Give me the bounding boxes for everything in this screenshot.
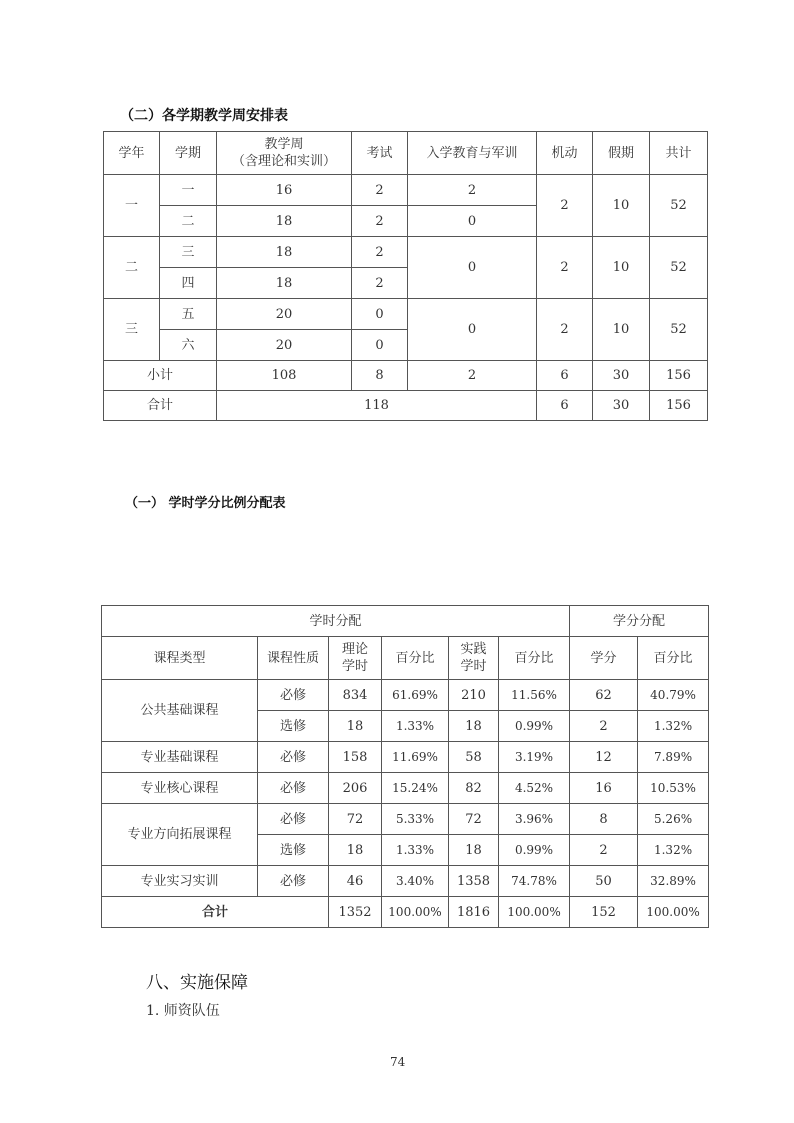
credits-cell: 2 xyxy=(570,835,638,866)
table-row xyxy=(104,175,708,206)
nature-cell: 必修 xyxy=(258,866,329,897)
practice-cell: 18 xyxy=(449,711,499,742)
combined-weeks-cell: 118 xyxy=(217,391,537,421)
theory-cell: 206 xyxy=(329,773,382,804)
table-header-row xyxy=(104,132,708,175)
subtotal-label: 小计 xyxy=(104,361,217,391)
theory-cell: 1352 xyxy=(329,897,382,928)
total-cell: 52 xyxy=(650,175,708,237)
term-cell: 五 xyxy=(160,299,217,330)
exam-cell: 8 xyxy=(352,361,408,391)
table-row xyxy=(102,773,709,804)
total-row xyxy=(102,897,709,928)
teaching-weeks-cell: 20 xyxy=(217,299,352,330)
flexible-cell: 2 xyxy=(537,237,593,299)
credits-pct-cell: 1.32% xyxy=(638,711,709,742)
nature-cell: 必修 xyxy=(258,804,329,835)
grand-total-label: 合计 xyxy=(104,391,217,421)
table-row xyxy=(102,866,709,897)
credits-cell: 8 xyxy=(570,804,638,835)
exam-cell: 0 xyxy=(352,299,408,330)
header-teaching-weeks: 教学周 （含理论和实训） xyxy=(217,132,352,175)
header-course-nature: 课程性质 xyxy=(258,637,329,680)
nature-cell: 必修 xyxy=(258,680,329,711)
exam-cell: 2 xyxy=(352,206,408,237)
orientation-cell: 2 xyxy=(408,175,537,206)
nature-cell: 必修 xyxy=(258,742,329,773)
table2-title: （一） 学时学分比例分配表 xyxy=(125,496,286,511)
group-header-row xyxy=(102,606,709,637)
page-number: 74 xyxy=(390,1055,406,1069)
flexible-cell: 6 xyxy=(537,391,593,421)
subtotal-row xyxy=(104,361,708,391)
practice-cell: 1358 xyxy=(449,866,499,897)
year-cell: 三 xyxy=(104,299,160,361)
practice-pct-cell: 74.78% xyxy=(499,866,570,897)
theory-pct-cell: 1.33% xyxy=(382,711,449,742)
header-total: 共计 xyxy=(650,132,708,175)
credits-cell: 16 xyxy=(570,773,638,804)
practice-cell: 18 xyxy=(449,835,499,866)
credits-cell: 152 xyxy=(570,897,638,928)
header-credits: 学分 xyxy=(570,637,638,680)
credits-pct-cell: 1.32% xyxy=(638,835,709,866)
nature-cell: 必修 xyxy=(258,773,329,804)
theory-cell: 72 xyxy=(329,804,382,835)
hours-group-header: 学时分配 xyxy=(102,606,570,637)
practice-cell: 1816 xyxy=(449,897,499,928)
practice-cell: 72 xyxy=(449,804,499,835)
orientation-cell: 0 xyxy=(408,299,537,361)
holiday-cell: 10 xyxy=(593,237,650,299)
header-orientation: 入学教育与军训 xyxy=(408,132,537,175)
practice-pct-cell: 11.56% xyxy=(499,680,570,711)
theory-cell: 18 xyxy=(329,835,382,866)
theory-cell: 18 xyxy=(329,711,382,742)
term-cell: 六 xyxy=(160,330,217,361)
teaching-weeks-cell: 108 xyxy=(217,361,352,391)
nature-cell: 选修 xyxy=(258,711,329,742)
practice-pct-cell: 0.99% xyxy=(499,711,570,742)
teaching-weeks-cell: 20 xyxy=(217,330,352,361)
credits-pct-cell: 10.53% xyxy=(638,773,709,804)
flexible-cell: 2 xyxy=(537,299,593,361)
section-heading: 八、实施保障 xyxy=(146,973,248,993)
header-year: 学年 xyxy=(104,132,160,175)
flexible-cell: 6 xyxy=(537,361,593,391)
table-row xyxy=(102,804,709,835)
table1-title: （二）各学期教学周安排表 xyxy=(120,108,288,124)
practice-cell: 82 xyxy=(449,773,499,804)
course-type-cell: 专业实习实训 xyxy=(102,866,258,897)
table-row xyxy=(104,237,708,268)
teaching-weeks-cell: 18 xyxy=(217,268,352,299)
table-row xyxy=(104,299,708,330)
theory-pct-cell: 1.33% xyxy=(382,835,449,866)
credits-pct-cell: 5.26% xyxy=(638,804,709,835)
term-cell: 三 xyxy=(160,237,217,268)
theory-pct-cell: 3.40% xyxy=(382,866,449,897)
holiday-cell: 30 xyxy=(593,391,650,421)
holiday-cell: 10 xyxy=(593,299,650,361)
term-cell: 二 xyxy=(160,206,217,237)
holiday-cell: 10 xyxy=(593,175,650,237)
theory-pct-cell: 5.33% xyxy=(382,804,449,835)
total-label: 合计 xyxy=(102,897,329,928)
total-cell: 52 xyxy=(650,299,708,361)
term-cell: 一 xyxy=(160,175,217,206)
header-theory-pct: 百分比 xyxy=(382,637,449,680)
year-cell: 二 xyxy=(104,237,160,299)
theory-pct-cell: 15.24% xyxy=(382,773,449,804)
header-term: 学期 xyxy=(160,132,217,175)
credits-pct-cell: 7.89% xyxy=(638,742,709,773)
nature-cell: 选修 xyxy=(258,835,329,866)
credits-cell: 12 xyxy=(570,742,638,773)
course-type-cell: 专业基础课程 xyxy=(102,742,258,773)
exam-cell: 2 xyxy=(352,237,408,268)
practice-pct-cell: 100.00% xyxy=(499,897,570,928)
orientation-cell: 0 xyxy=(408,237,537,299)
teaching-weeks-cell: 16 xyxy=(217,175,352,206)
theory-pct-cell: 100.00% xyxy=(382,897,449,928)
table-row xyxy=(102,742,709,773)
teaching-weeks-cell: 18 xyxy=(217,206,352,237)
table-header-row xyxy=(102,637,709,680)
theory-pct-cell: 11.69% xyxy=(382,742,449,773)
header-course-type: 课程类型 xyxy=(102,637,258,680)
teaching-week-schedule-table xyxy=(103,131,708,421)
header-theory-hours: 理论 学时 xyxy=(329,637,382,680)
practice-pct-cell: 3.96% xyxy=(499,804,570,835)
course-type-cell: 公共基础课程 xyxy=(102,680,258,742)
header-exam: 考试 xyxy=(352,132,408,175)
practice-pct-cell: 0.99% xyxy=(499,835,570,866)
theory-cell: 46 xyxy=(329,866,382,897)
orientation-cell: 2 xyxy=(408,361,537,391)
table-row xyxy=(102,680,709,711)
teaching-weeks-cell: 18 xyxy=(217,237,352,268)
course-type-cell: 专业方向拓展课程 xyxy=(102,804,258,866)
holiday-cell: 30 xyxy=(593,361,650,391)
theory-pct-cell: 61.69% xyxy=(382,680,449,711)
course-type-cell: 专业核心课程 xyxy=(102,773,258,804)
credits-pct-cell: 32.89% xyxy=(638,866,709,897)
header-credits-pct: 百分比 xyxy=(638,637,709,680)
total-cell: 52 xyxy=(650,237,708,299)
orientation-cell: 0 xyxy=(408,206,537,237)
theory-cell: 158 xyxy=(329,742,382,773)
credits-cell: 50 xyxy=(570,866,638,897)
header-holiday: 假期 xyxy=(593,132,650,175)
credits-cell: 2 xyxy=(570,711,638,742)
grand-total-row xyxy=(104,391,708,421)
theory-cell: 834 xyxy=(329,680,382,711)
header-practice-hours: 实践 学时 xyxy=(449,637,499,680)
credits-pct-cell: 40.79% xyxy=(638,680,709,711)
subsection-heading: 1. 师资队伍 xyxy=(146,1003,220,1019)
total-cell: 156 xyxy=(650,391,708,421)
flexible-cell: 2 xyxy=(537,175,593,237)
credits-group-header: 学分分配 xyxy=(570,606,709,637)
exam-cell: 0 xyxy=(352,330,408,361)
practice-pct-cell: 4.52% xyxy=(499,773,570,804)
header-practice-pct: 百分比 xyxy=(499,637,570,680)
header-flexible: 机动 xyxy=(537,132,593,175)
term-cell: 四 xyxy=(160,268,217,299)
practice-pct-cell: 3.19% xyxy=(499,742,570,773)
credits-pct-cell: 100.00% xyxy=(638,897,709,928)
hours-credits-distribution-table xyxy=(101,605,709,928)
exam-cell: 2 xyxy=(352,175,408,206)
credits-cell: 62 xyxy=(570,680,638,711)
practice-cell: 210 xyxy=(449,680,499,711)
exam-cell: 2 xyxy=(352,268,408,299)
total-cell: 156 xyxy=(650,361,708,391)
year-cell: 一 xyxy=(104,175,160,237)
practice-cell: 58 xyxy=(449,742,499,773)
